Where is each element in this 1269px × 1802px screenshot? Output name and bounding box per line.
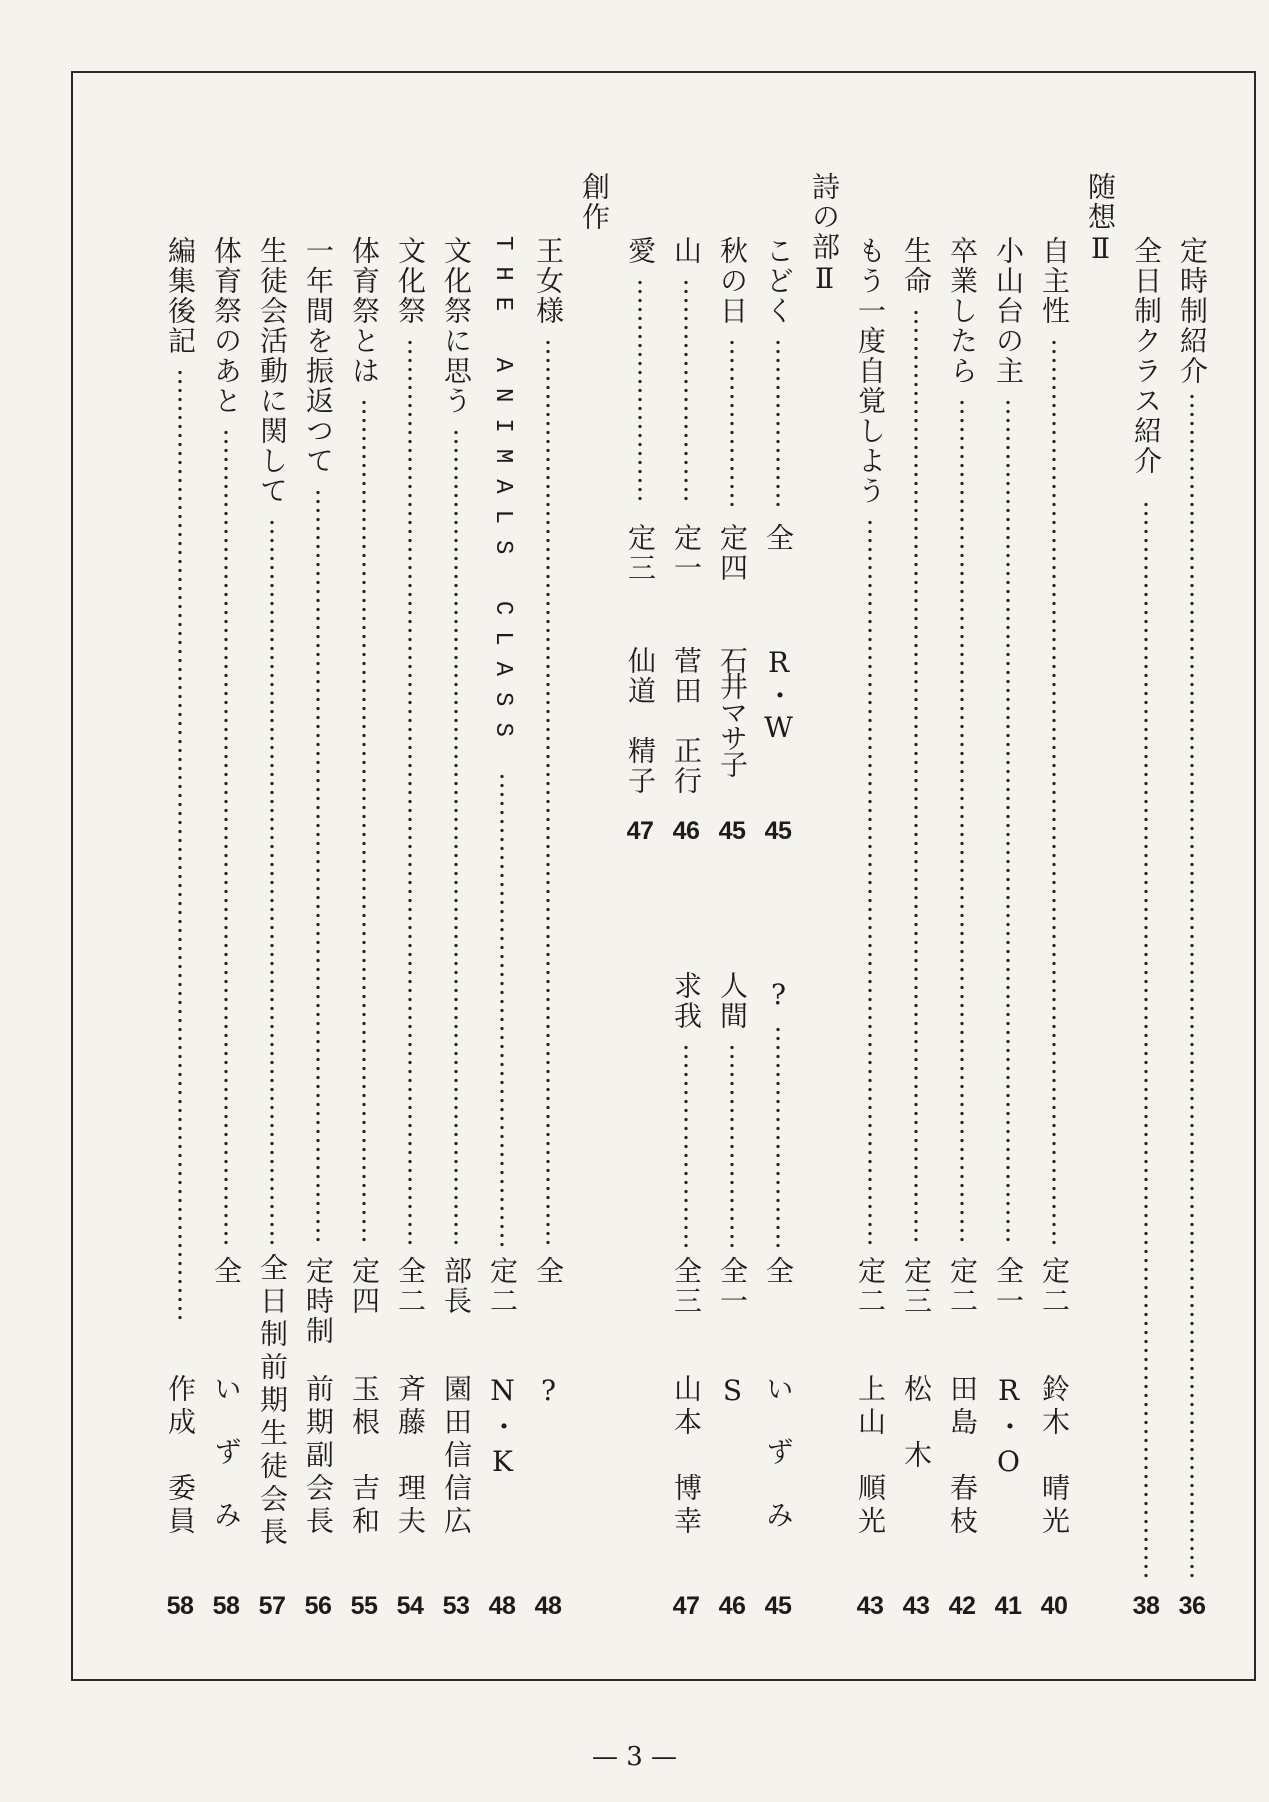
entry-title: 卒業したら — [946, 236, 979, 386]
entry-author: 作成 委員 — [164, 1374, 197, 1539]
entry-grade: 定四 — [348, 1256, 381, 1316]
entry-page: 54 — [396, 1592, 424, 1620]
entry-grade: 定三 — [900, 1256, 933, 1316]
entry-page: 36 — [1178, 1592, 1206, 1620]
toc-entry — [256, 0, 289, 1802]
dot-leader — [545, 338, 551, 1247]
dot-leader — [1143, 500, 1149, 1580]
entry-title: 体育祭とは — [348, 236, 381, 386]
entry-title: 生徒会活動に関して — [256, 236, 289, 506]
toc-entry — [348, 0, 381, 1802]
entry-page: 43 — [902, 1592, 930, 1620]
entry-page: 47 — [672, 1592, 700, 1620]
page-frame — [71, 71, 1256, 1681]
dot-leader — [269, 518, 275, 1247]
entry-author: いずみ — [210, 1374, 243, 1563]
entry-grade: 全 — [762, 1256, 795, 1286]
entry-author: 田島 春枝 — [946, 1374, 979, 1539]
section-heading: 随想Ⅱ — [1084, 172, 1117, 267]
entry-page: 58 — [212, 1592, 240, 1620]
toc-entry — [210, 0, 243, 1802]
dot-leader — [499, 772, 505, 1247]
entry-page: 57 — [258, 1592, 286, 1620]
dot-leader — [913, 308, 919, 1247]
entry-title: 人間 — [716, 971, 749, 1031]
entry-page: 42 — [948, 1592, 976, 1620]
entry-grade: 定二 — [486, 1256, 519, 1316]
entry-title: THE ANIMALS CLASS — [489, 236, 516, 753]
entry-title: もう一度自覚しよう — [854, 236, 887, 506]
entry-author: R・O — [992, 1374, 1025, 1483]
dot-leader — [361, 398, 367, 1247]
dot-leader — [775, 1025, 781, 1247]
entry-page: 41 — [994, 1592, 1022, 1620]
entry-page: 58 — [166, 1592, 194, 1620]
entry-title: 山 — [670, 236, 703, 266]
toc-entry — [164, 0, 197, 1802]
dot-leader — [959, 398, 965, 1247]
toc-entry — [532, 0, 565, 1802]
entry-title: 文化祭に思う — [440, 236, 473, 416]
entry-grade: 定時制 — [302, 1256, 335, 1346]
dot-leader — [867, 518, 873, 1247]
entry-page: 47 — [626, 817, 654, 845]
entry-title: こどく — [762, 236, 795, 326]
toc-entry — [1130, 0, 1163, 1802]
toc-entry — [716, 0, 749, 1802]
entry-author: 玉根 吉和 — [348, 1374, 381, 1539]
dot-leader — [729, 1043, 735, 1247]
toc-entry — [762, 0, 795, 1802]
toc-entry — [394, 0, 427, 1802]
dot-leader — [1051, 338, 1057, 1247]
entry-author: 鈴木 晴光 — [1038, 1374, 1071, 1539]
entry-page: 38 — [1132, 1592, 1160, 1620]
entry-page: 45 — [718, 817, 746, 845]
entry-author: 菅田 正行 — [670, 646, 703, 796]
dot-leader — [637, 278, 643, 506]
entry-grade: 定二 — [946, 1256, 979, 1316]
entry-title: 小山台の主 — [992, 236, 1025, 386]
entry-title: 定時制紹介 — [1176, 236, 1209, 386]
entry-grade: 全 — [762, 523, 795, 553]
entry-page: 48 — [488, 1592, 516, 1620]
toc-entry — [1038, 0, 1071, 1802]
entry-author: 石井マサ子 — [716, 646, 749, 776]
entry-grade: 全一 — [716, 1256, 749, 1316]
entry-author: R・W — [762, 646, 795, 746]
entry-author: いずみ — [762, 1374, 795, 1563]
entry-title: 秋の日 — [716, 236, 749, 326]
section-creative — [578, 0, 611, 1802]
entry-grade: 定三 — [624, 523, 657, 583]
entry-author: ? — [532, 1374, 565, 1409]
entry-author: 松 木 — [900, 1374, 933, 1473]
toc-entry — [624, 0, 657, 1802]
entry-grade: 定二 — [1038, 1256, 1071, 1316]
page-number: — 3 — — [591, 1742, 678, 1772]
entry-grade: 定二 — [854, 1256, 887, 1316]
entry-page: 43 — [856, 1592, 884, 1620]
entry-page: 45 — [764, 1592, 792, 1620]
toc-entry — [946, 0, 979, 1802]
entry-author: 山本 博幸 — [670, 1374, 703, 1539]
entry-title: 一年間を振返つて — [302, 236, 335, 476]
section-essays — [1084, 0, 1117, 1802]
toc-entry — [670, 0, 703, 1802]
entry-author: 全日制前期生徒会長 — [256, 1253, 289, 1550]
entry-author: 前期副会長 — [302, 1374, 335, 1539]
dot-leader — [407, 338, 413, 1247]
entry-page: 56 — [304, 1592, 332, 1620]
toc-entry — [486, 0, 519, 1802]
entry-title: 体育祭のあと — [210, 236, 243, 416]
section-poems — [808, 0, 841, 1802]
entry-page: 40 — [1040, 1592, 1068, 1620]
toc-entry — [440, 0, 473, 1802]
toc-entry — [854, 0, 887, 1802]
dot-leader — [1189, 392, 1195, 1580]
entry-author: 上山 順光 — [854, 1374, 887, 1539]
entry-title: 生命 — [900, 236, 933, 296]
entry-page: 55 — [350, 1592, 378, 1620]
entry-page: 48 — [534, 1592, 562, 1620]
entry-author: 仙道 精子 — [624, 646, 657, 796]
entry-grade: 全三 — [670, 1256, 703, 1316]
dot-leader — [223, 428, 229, 1247]
entry-title: ? — [762, 978, 795, 1013]
toc-entry — [302, 0, 335, 1802]
dot-leader — [453, 428, 459, 1247]
entry-title: 文化祭 — [394, 236, 427, 326]
entry-grade: 定一 — [670, 523, 703, 583]
dot-leader — [315, 488, 321, 1247]
entry-title: 求我 — [670, 971, 703, 1031]
entry-page: 46 — [718, 1592, 746, 1620]
toc-entry — [992, 0, 1025, 1802]
entry-title: 編集後記 — [164, 236, 197, 356]
entry-author: 斉藤 理夫 — [394, 1374, 427, 1539]
dot-leader — [1005, 398, 1011, 1247]
entry-title: 全日制クラス紹介 — [1130, 236, 1163, 476]
dot-leader — [177, 368, 183, 1322]
toc-entry — [1176, 0, 1209, 1802]
entry-author: 園田信信広 — [440, 1374, 473, 1539]
entry-author: S — [716, 1374, 749, 1409]
section-heading: 創作 — [578, 172, 611, 232]
entry-grade: 全 — [532, 1256, 565, 1286]
entry-title: 愛 — [624, 236, 657, 266]
entry-title: 王女様 — [532, 236, 565, 326]
toc-entry — [900, 0, 933, 1802]
entry-grade: 部長 — [440, 1256, 473, 1316]
section-heading: 詩の部Ⅱ — [808, 172, 841, 297]
entry-grade: 全 — [210, 1256, 243, 1286]
entry-grade: 全二 — [394, 1256, 427, 1316]
dot-leader — [683, 1043, 689, 1247]
entry-title: 自主性 — [1038, 236, 1071, 326]
entry-page: 46 — [672, 817, 700, 845]
entry-page: 45 — [764, 817, 792, 845]
entry-author: N・K — [486, 1374, 519, 1483]
entry-grade: 定四 — [716, 523, 749, 583]
entry-page: 53 — [442, 1592, 470, 1620]
entry-grade: 全一 — [992, 1256, 1025, 1316]
